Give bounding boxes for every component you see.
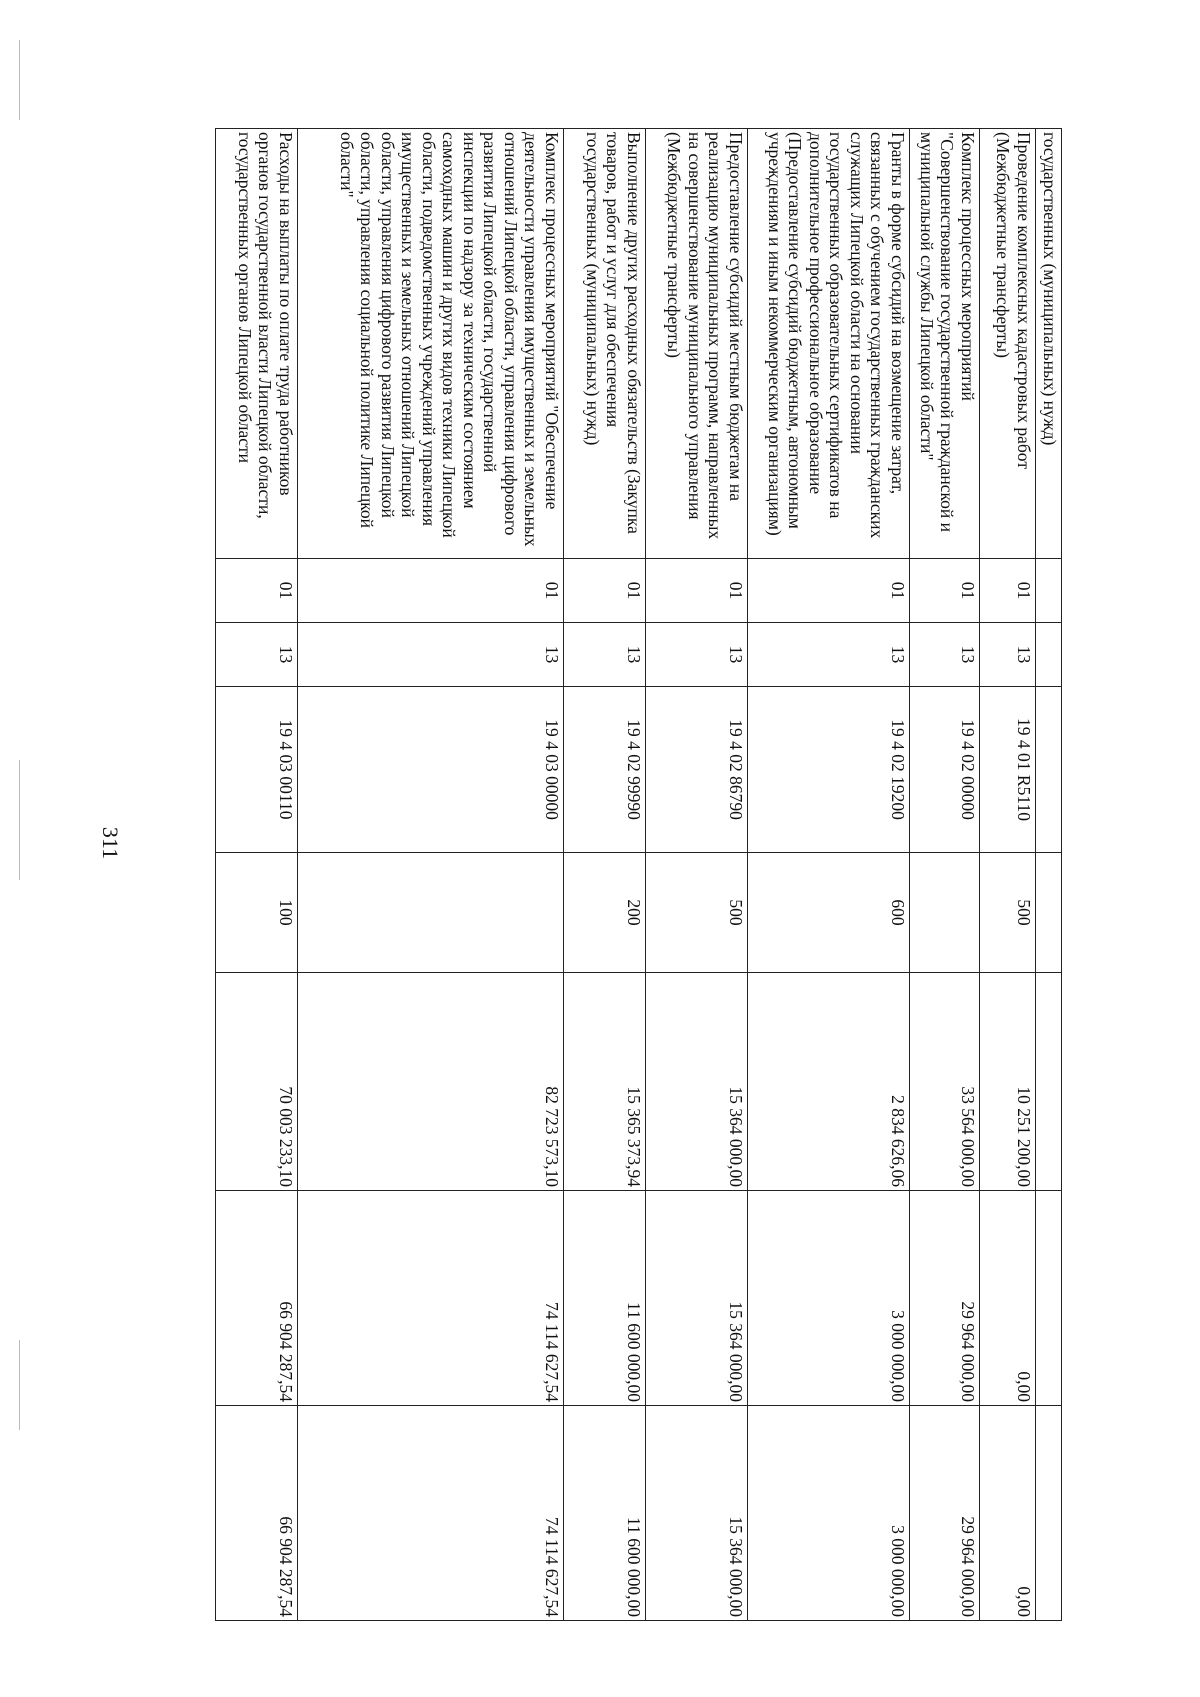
amount-year-2: 11 600 000,00 xyxy=(564,1191,646,1406)
table-row xyxy=(980,129,1036,1621)
table-row xyxy=(564,129,646,1621)
amount-year-3: 0,00 xyxy=(980,1406,1036,1621)
amount-year-3: 11 600 000,00 xyxy=(564,1406,646,1621)
page-number: 311 xyxy=(98,826,123,860)
amount-year-2: 29 964 000,00 xyxy=(910,1191,980,1406)
expense-type: 500 xyxy=(646,853,748,973)
expense-type xyxy=(1036,853,1062,973)
row-description: Комплекс процессных мероприятий "Обеспечение деятельности управления имущественных и земельных отношений Липецкой области, управления цифрового развития Липецкой области, государственной инспекции по надзору за техническим состоянием самоходных машин и других видов техники Липецкой области, подведомственных учреждений управления имущественных и земельных отношений Липецкой области, управления цифрового развития Липецкой области, управления социальной политике Липецкой области" xyxy=(298,129,564,559)
section-code: 01 xyxy=(748,559,910,623)
section-code: 01 xyxy=(646,559,748,623)
section-code: 01 xyxy=(980,559,1036,623)
amount-year-1: 15 365 373,94 xyxy=(564,973,646,1191)
target-article: 19 4 02 86790 xyxy=(646,687,748,853)
row-description: Гранты в форме субсидий на возмещение затрат, связанных с обучением государственных гражданских служащих Липецкой области на основании государственных образовательных сертификатов на дополнительное профессиональное образование (Предоставление субсидий бюджетным, автономным учреждениям и иным некоммерческим организациям) xyxy=(748,129,910,559)
amount-year-1: 33 564 000,00 xyxy=(910,973,980,1191)
section-code: 01 xyxy=(298,559,564,623)
table-row xyxy=(748,129,910,1621)
target-article: 19 4 03 00110 xyxy=(216,687,298,853)
amount-year-1: 2 834 626,06 xyxy=(748,973,910,1191)
section-code xyxy=(1036,559,1062,623)
row-description: Предоставление субсидий местным бюджетам на реализацию муниципальных программ, направленных на совершенствование муниципального управления (Межбюджетные трансферты) xyxy=(646,129,748,559)
row-description: Комплекс процессных мероприятий "Совершенствование государственной гражданской и муниципальной службы Липецкой области" xyxy=(910,129,980,559)
table-row xyxy=(646,129,748,1621)
scan-artifact-line xyxy=(19,40,20,120)
table-row xyxy=(1036,129,1062,1621)
table-row xyxy=(298,129,564,1621)
subsection-code: 13 xyxy=(298,623,564,687)
row-description: Выполнение других расходных обязательств (Закупка товаров, работ и услуг для обеспечения государственных (муниципальных) нужд) xyxy=(564,129,646,559)
target-article: 19 4 03 00000 xyxy=(298,687,564,853)
section-code: 01 xyxy=(216,559,298,623)
expense-type: 100 xyxy=(216,853,298,973)
table-row xyxy=(216,129,298,1621)
expense-type: 600 xyxy=(748,853,910,973)
target-article: 19 4 02 99990 xyxy=(564,687,646,853)
target-article: 19 4 02 00000 xyxy=(910,687,980,853)
row-description: Расходы на выплаты по оплате труда работников органов государственной власти Липецкой области, государственных органов Липецкой области xyxy=(216,129,298,559)
scan-artifact-line xyxy=(19,1340,20,1430)
expense-type xyxy=(910,853,980,973)
amount-year-2: 66 904 287,54 xyxy=(216,1191,298,1406)
amount-year-3 xyxy=(1036,1406,1062,1621)
subsection-code: 13 xyxy=(646,623,748,687)
amount-year-2 xyxy=(1036,1191,1062,1406)
target-article: 19 4 01 R5110 xyxy=(980,687,1036,853)
amount-year-3: 74 114 627,54 xyxy=(298,1406,564,1621)
subsection-code: 13 xyxy=(980,623,1036,687)
amount-year-3: 66 904 287,54 xyxy=(216,1406,298,1621)
target-article xyxy=(1036,687,1062,853)
amount-year-1 xyxy=(1036,973,1062,1191)
subsection-code xyxy=(1036,623,1062,687)
budget-table xyxy=(215,128,1062,1621)
section-code: 01 xyxy=(564,559,646,623)
subsection-code: 13 xyxy=(564,623,646,687)
expense-type: 500 xyxy=(980,853,1036,973)
amount-year-1: 15 364 000,00 xyxy=(646,973,748,1191)
amount-year-1: 10 251 200,00 xyxy=(980,973,1036,1191)
table-row xyxy=(910,129,980,1621)
expense-type xyxy=(298,853,564,973)
amount-year-2: 74 114 627,54 xyxy=(298,1191,564,1406)
subsection-code: 13 xyxy=(748,623,910,687)
row-description: государственных (муниципальных) нужд) xyxy=(1036,129,1062,559)
expense-type: 200 xyxy=(564,853,646,973)
amount-year-3: 29 964 000,00 xyxy=(910,1406,980,1621)
section-code: 01 xyxy=(910,559,980,623)
amount-year-2: 15 364 000,00 xyxy=(646,1191,748,1406)
amount-year-1: 82 723 573,10 xyxy=(298,973,564,1191)
amount-year-3: 3 000 000,00 xyxy=(748,1406,910,1621)
scan-artifact-line xyxy=(19,760,20,880)
row-description: Проведение комплексных кадастровых работ (Межбюджетные трансферты) xyxy=(980,129,1036,559)
amount-year-1: 70 003 233,10 xyxy=(216,973,298,1191)
subsection-code: 13 xyxy=(910,623,980,687)
amount-year-3: 15 364 000,00 xyxy=(646,1406,748,1621)
amount-year-2: 3 000 000,00 xyxy=(748,1191,910,1406)
subsection-code: 13 xyxy=(216,623,298,687)
amount-year-2: 0,00 xyxy=(980,1191,1036,1406)
target-article: 19 4 02 19200 xyxy=(748,687,910,853)
